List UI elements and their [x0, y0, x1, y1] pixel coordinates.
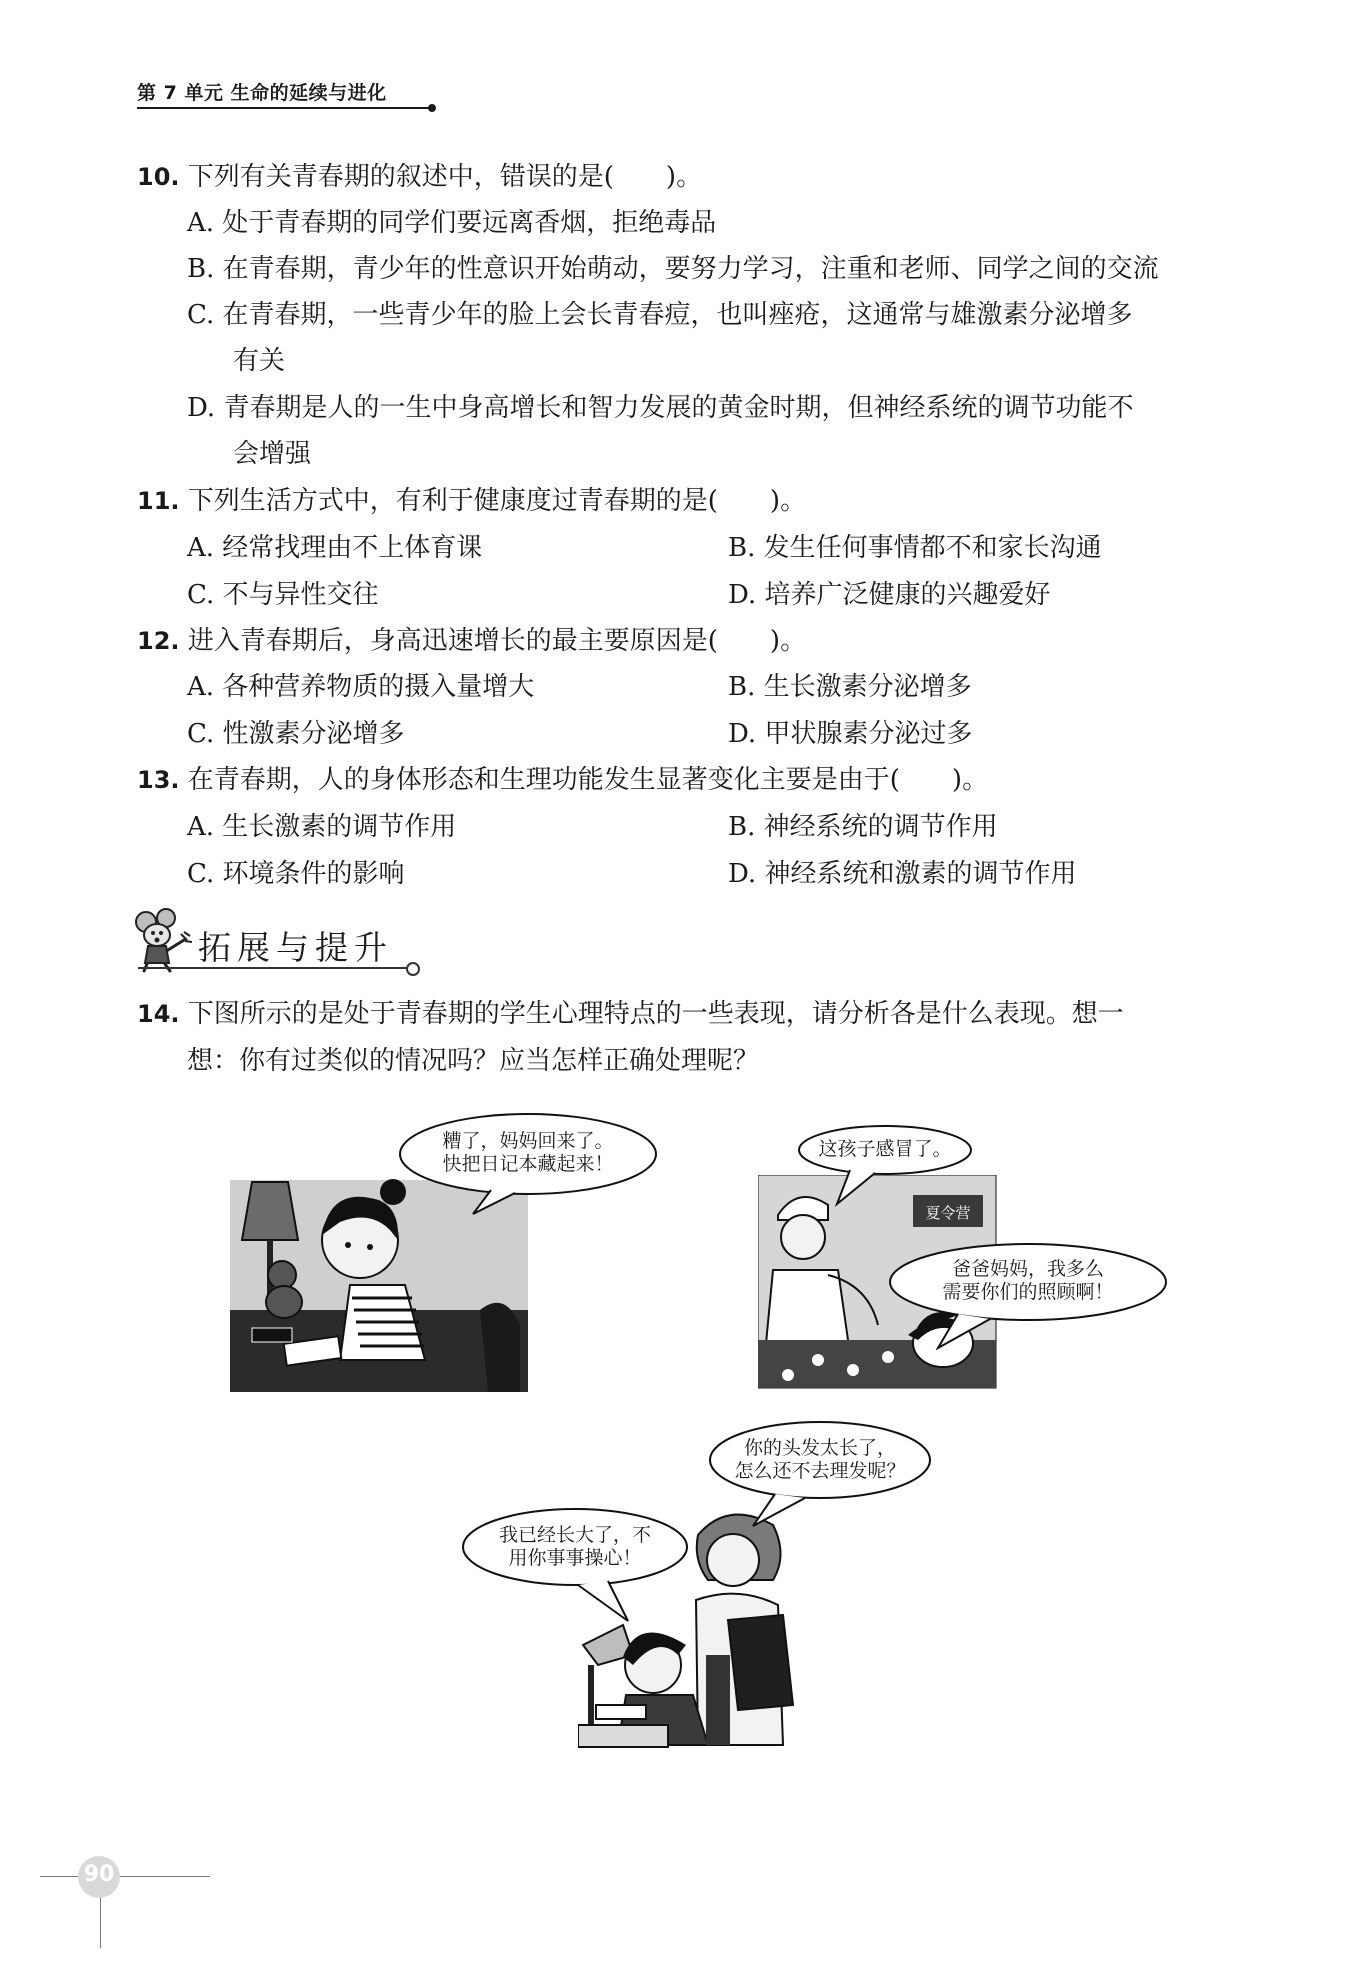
option-13-b: B. 神经系统的调节作用 — [728, 812, 998, 842]
section-title: 拓展与提升 — [198, 928, 393, 967]
option-10-b: B. 在青春期，青少年的性意识开始萌动，要努力学习，注重和老师、同学之间的交流 — [187, 254, 1159, 284]
question-number: 10. — [137, 163, 180, 191]
question-number: 13. — [137, 766, 180, 794]
running-header — [137, 78, 387, 105]
header-title: 第 7 单元 生命的延续与进化 — [137, 82, 387, 104]
question-stem-line-1: 下图所示的是处于青春期的学生心理特点的一些表现，请分析各是什么表现。想一 — [187, 999, 1124, 1029]
option-12-d: D. 甲状腺素分泌过多 — [728, 719, 973, 749]
bubble-grown-line-2: 用你事事操心！ — [508, 1547, 642, 1569]
header-dot — [428, 104, 436, 112]
question-number: 14. — [137, 1000, 180, 1028]
question-14 — [137, 991, 1124, 1037]
option-10-a: A. 处于青春期的同学们要远离香烟，拒绝毒品 — [187, 208, 717, 238]
section-ring — [406, 962, 420, 976]
bubble-grown-line-1: 我已经长大了，不 — [498, 1524, 651, 1546]
page-number: 90 — [83, 1862, 115, 1887]
question-stem: 进入青春期后，身高迅速增长的最主要原因是( )。 — [187, 626, 807, 656]
option-12-c: C. 性激素分泌增多 — [187, 719, 405, 749]
speech-bubble-cold — [795, 1120, 975, 1208]
option-11-c: C. 不与异性交往 — [187, 580, 379, 610]
header-rule — [137, 107, 435, 109]
bubble-care-line-1: 爸爸妈妈，我多么 — [951, 1258, 1104, 1280]
bubble-cold-text: 这孩子感冒了。 — [818, 1138, 952, 1160]
mouse-mascot-icon — [132, 908, 196, 974]
option-10-c: C. 在青春期，一些青少年的脸上会长青春痘，也叫痤疮，这通常与雄激素分泌增多 — [187, 300, 1133, 330]
question-stem: 下列生活方式中，有利于健康度过青春期的是( )。 — [187, 486, 807, 516]
bubble-care-line-2: 需要你们的照顾啊！ — [942, 1281, 1114, 1303]
bubble-diary-line-1: 糟了，妈妈回来了。 — [442, 1130, 614, 1152]
bubble-hair-line-1: 你的头发太长了， — [743, 1437, 896, 1459]
question-stem-line-2: 想：你有过类似的情况吗？应当怎样正确处理呢？ — [187, 1046, 760, 1076]
question-12 — [137, 618, 806, 664]
question-11 — [137, 478, 806, 524]
question-stem: 下列有关青春期的叙述中，错误的是( )。 — [187, 162, 703, 192]
option-11-a: A. 经常找理由不上体育课 — [187, 533, 483, 563]
option-10-d-continued: 会增强 — [233, 439, 312, 469]
question-10 — [137, 154, 702, 200]
option-13-c: C. 环境条件的影响 — [187, 859, 405, 889]
option-10-d: D. 青春期是人的一生中身高增长和智力发展的黄金时期，但神经系统的调节功能不 — [187, 393, 1134, 423]
option-12-b: B. 生长激素分泌增多 — [728, 672, 972, 702]
bubble-hair-line-2: 怎么还不去理发呢？ — [734, 1460, 906, 1482]
page-number-rule — [40, 1876, 210, 1877]
option-13-a: A. 生长激素的调节作用 — [187, 812, 457, 842]
option-12-a: A. 各种营养物质的摄入量增大 — [187, 672, 535, 702]
option-13-d: D. 神经系统和激素的调节作用 — [728, 859, 1077, 889]
question-number: 12. — [137, 627, 180, 655]
option-11-b: B. 发生任何事情都不和家长沟通 — [728, 533, 1102, 563]
bubble-diary-line-2: 快把日记本藏起来！ — [442, 1153, 614, 1175]
question-13 — [137, 757, 988, 803]
question-number: 11. — [137, 487, 180, 515]
option-11-d: D. 培养广泛健康的兴趣爱好 — [728, 580, 1051, 610]
question-stem: 在青春期，人的身体形态和生理功能发生显著变化主要是由于( )。 — [187, 765, 989, 795]
section-rule — [138, 967, 410, 969]
sign-text: 夏令营 — [925, 1204, 971, 1222]
option-10-c-continued: 有关 — [233, 346, 286, 376]
